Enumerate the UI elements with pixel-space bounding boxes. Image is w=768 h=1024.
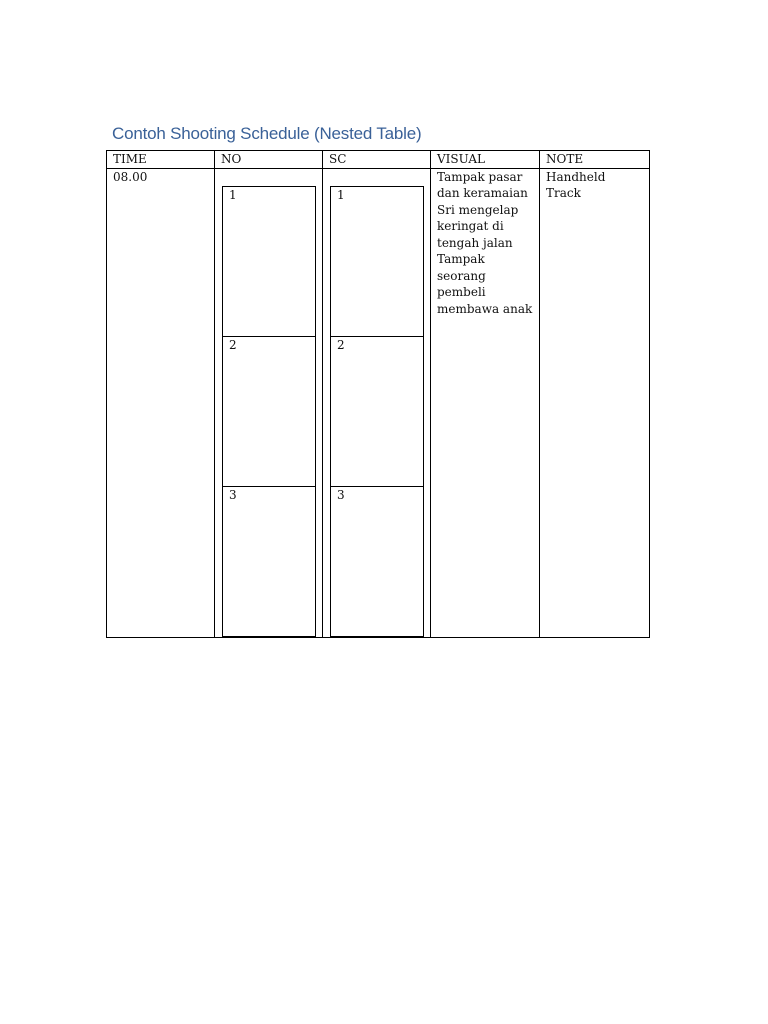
column-header-no: NO <box>215 151 323 169</box>
sc-cell <box>323 168 431 637</box>
shooting-schedule-table <box>106 150 650 638</box>
column-header-visual: VISUAL <box>431 151 540 169</box>
nested-no-table <box>222 186 316 637</box>
note-cell: Handheld Track <box>540 168 650 637</box>
nested-sc-item: 3 <box>331 486 424 636</box>
nested-sc-item: 1 <box>331 186 424 336</box>
column-header-time: TIME <box>107 151 215 169</box>
table-header-row <box>107 151 650 169</box>
no-cell <box>215 168 323 637</box>
nested-no-item: 3 <box>223 486 316 636</box>
nested-sc-table <box>330 186 424 637</box>
visual-cell: Tampak pasar dan keramaian Sri mengelap keringat di tengah jalan Tampak seorang pembeli membawa anak <box>431 168 540 637</box>
column-header-note: NOTE <box>540 151 650 169</box>
nested-no-item: 1 <box>223 186 316 336</box>
column-header-sc: SC <box>323 151 431 169</box>
table-row <box>107 168 650 637</box>
time-cell: 08.00 <box>107 168 215 637</box>
page-title: Contoh Shooting Schedule (Nested Table) <box>112 124 422 143</box>
nested-sc-item: 2 <box>331 336 424 486</box>
nested-no-item: 2 <box>223 336 316 486</box>
